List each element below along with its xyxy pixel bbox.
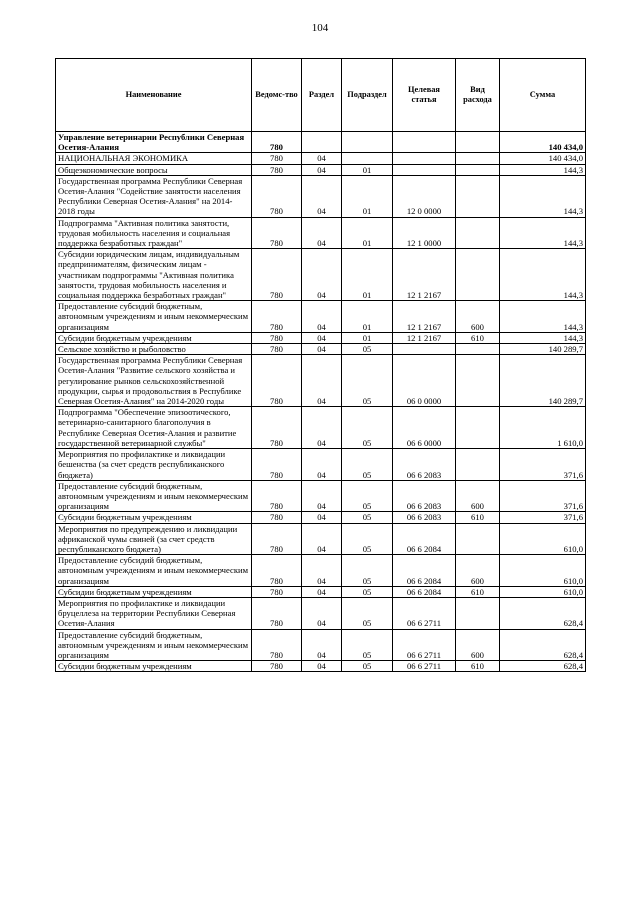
cell-name: Государственная программа Республики Северная Осетия-Алания "Развитие сельского хозяйства и регулирование рынков сельскохозяйственной продукции, сырья и продовольствия в Республике Северная Осетия-Алания" на 2014-2020 годы <box>56 355 252 407</box>
cell-vid-raskhoda: 610 <box>456 332 500 343</box>
cell-razdel: 04 <box>302 586 342 597</box>
budget-table <box>55 58 586 672</box>
cell-razdel: 04 <box>302 344 342 355</box>
table-row <box>56 175 586 217</box>
cell-vedomstvo: 780 <box>252 217 302 249</box>
cell-tselevaya-statya: 06 6 2711 <box>393 629 456 661</box>
cell-vid-raskhoda <box>456 449 500 481</box>
cell-name: Предоставление субсидий бюджетным, автономным учреждениям и иным некоммерческим организациям <box>56 480 252 512</box>
cell-summa: 628,4 <box>500 661 586 672</box>
header-name: Наименование <box>56 59 252 132</box>
cell-summa: 1 610,0 <box>500 407 586 449</box>
table-row <box>56 629 586 661</box>
cell-vedomstvo: 780 <box>252 132 302 153</box>
cell-podrazdel: 05 <box>342 344 393 355</box>
cell-podrazdel: 05 <box>342 512 393 523</box>
table-row <box>56 332 586 343</box>
cell-tselevaya-statya: 12 1 2167 <box>393 249 456 301</box>
table-row <box>56 153 586 164</box>
cell-razdel: 04 <box>302 449 342 481</box>
header-tselevaya-statya: Целевая статья <box>393 59 456 132</box>
cell-summa: 628,4 <box>500 629 586 661</box>
table-row <box>56 523 586 555</box>
cell-podrazdel: 05 <box>342 480 393 512</box>
cell-vid-raskhoda: 600 <box>456 555 500 587</box>
cell-razdel: 04 <box>302 217 342 249</box>
cell-name: Государственная программа Республики Северная Осетия-Алания "Содействие занятости населения Республики Северная Осетия-Алания" на 2014-2018 годы <box>56 175 252 217</box>
cell-name: Мероприятия по профилактике и ликвидации бешенства (за счет средств республиканского бюджета) <box>56 449 252 481</box>
cell-vid-raskhoda <box>456 597 500 629</box>
cell-vid-raskhoda <box>456 132 500 153</box>
cell-name: Субсидии бюджетным учреждениям <box>56 332 252 343</box>
cell-vid-raskhoda <box>456 217 500 249</box>
cell-podrazdel: 01 <box>342 301 393 333</box>
cell-summa: 610,0 <box>500 586 586 597</box>
cell-vedomstvo: 780 <box>252 480 302 512</box>
cell-vedomstvo: 780 <box>252 249 302 301</box>
cell-summa: 371,6 <box>500 512 586 523</box>
cell-summa: 371,6 <box>500 480 586 512</box>
cell-name: Мероприятия по предупреждению и ликвидации африканской чумы свиней (за счет средств республиканского бюджета) <box>56 523 252 555</box>
table-row <box>56 597 586 629</box>
cell-name: Субсидии юридическим лицам, индивидуальным предпринимателям, физическим лицам - участникам подпрограммы "Активная политика занятости, трудовая мобильность населения и социальная поддержка безработных граждан" <box>56 249 252 301</box>
cell-vedomstvo: 780 <box>252 597 302 629</box>
table-header-row <box>56 59 586 132</box>
cell-razdel: 04 <box>302 555 342 587</box>
cell-tselevaya-statya: 06 6 2084 <box>393 555 456 587</box>
cell-podrazdel: 01 <box>342 175 393 217</box>
cell-podrazdel: 05 <box>342 523 393 555</box>
cell-razdel: 04 <box>302 661 342 672</box>
cell-tselevaya-statya: 06 6 0000 <box>393 407 456 449</box>
cell-summa: 140 289,7 <box>500 344 586 355</box>
cell-vid-raskhoda <box>456 523 500 555</box>
cell-vedomstvo: 780 <box>252 555 302 587</box>
cell-razdel: 04 <box>302 512 342 523</box>
cell-summa: 144,3 <box>500 217 586 249</box>
cell-name: Субсидии бюджетным учреждениям <box>56 512 252 523</box>
cell-vedomstvo: 780 <box>252 512 302 523</box>
cell-vid-raskhoda: 600 <box>456 301 500 333</box>
cell-razdel: 04 <box>302 597 342 629</box>
cell-name: Управление ветеринарии Республики Северная Осетия-Алания <box>56 132 252 153</box>
cell-tselevaya-statya: 06 6 2711 <box>393 597 456 629</box>
cell-summa: 610,0 <box>500 555 586 587</box>
cell-podrazdel <box>342 132 393 153</box>
cell-tselevaya-statya: 12 1 2167 <box>393 301 456 333</box>
cell-vid-raskhoda <box>456 175 500 217</box>
cell-podrazdel: 05 <box>342 597 393 629</box>
table-row <box>56 480 586 512</box>
header-vedomstvo: Ведомс-тво <box>252 59 302 132</box>
cell-vedomstvo: 780 <box>252 175 302 217</box>
cell-vedomstvo: 780 <box>252 449 302 481</box>
cell-tselevaya-statya: 06 6 2083 <box>393 449 456 481</box>
cell-razdel: 04 <box>302 164 342 175</box>
cell-razdel <box>302 132 342 153</box>
table-row <box>56 586 586 597</box>
table-body <box>56 132 586 672</box>
table-row <box>56 661 586 672</box>
table-row <box>56 249 586 301</box>
header-summa: Сумма <box>500 59 586 132</box>
cell-vid-raskhoda <box>456 249 500 301</box>
cell-summa: 371,6 <box>500 449 586 481</box>
cell-summa: 628,4 <box>500 597 586 629</box>
cell-tselevaya-statya: 06 0 0000 <box>393 355 456 407</box>
header-vid-raskhoda: Вид расхода <box>456 59 500 132</box>
cell-razdel: 04 <box>302 523 342 555</box>
cell-vid-raskhoda <box>456 407 500 449</box>
cell-podrazdel: 05 <box>342 629 393 661</box>
cell-podrazdel: 01 <box>342 332 393 343</box>
table-row <box>56 132 586 153</box>
cell-podrazdel: 05 <box>342 555 393 587</box>
cell-summa: 144,3 <box>500 249 586 301</box>
table-row <box>56 449 586 481</box>
cell-tselevaya-statya: 06 6 2083 <box>393 480 456 512</box>
cell-razdel: 04 <box>302 153 342 164</box>
table-row <box>56 217 586 249</box>
cell-vid-raskhoda <box>456 344 500 355</box>
header-podrazdel: Подраздел <box>342 59 393 132</box>
cell-name: Сельское хозяйство и рыболовство <box>56 344 252 355</box>
cell-summa: 144,3 <box>500 301 586 333</box>
cell-podrazdel: 05 <box>342 355 393 407</box>
cell-tselevaya-statya <box>393 164 456 175</box>
cell-name: Подпрограмма "Обеспечение эпизоотического, ветеринарно-санитарного благополучия в Республике Северная Осетия-Алания и развитие государственной ветеринарной службы" <box>56 407 252 449</box>
cell-summa: 140 289,7 <box>500 355 586 407</box>
cell-razdel: 04 <box>302 332 342 343</box>
cell-tselevaya-statya: 06 6 2084 <box>393 586 456 597</box>
cell-podrazdel: 05 <box>342 449 393 481</box>
cell-vedomstvo: 780 <box>252 344 302 355</box>
cell-name: Подпрограмма "Активная политика занятости, трудовая мобильность населения и социальная поддержка безработных граждан" <box>56 217 252 249</box>
cell-vedomstvo: 780 <box>252 164 302 175</box>
cell-podrazdel: 01 <box>342 249 393 301</box>
cell-tselevaya-statya: 12 1 2167 <box>393 332 456 343</box>
cell-vedomstvo: 780 <box>252 153 302 164</box>
cell-tselevaya-statya: 12 0 0000 <box>393 175 456 217</box>
cell-summa: 140 434,0 <box>500 153 586 164</box>
cell-razdel: 04 <box>302 407 342 449</box>
table-row <box>56 512 586 523</box>
table-row <box>56 555 586 587</box>
cell-vedomstvo: 780 <box>252 661 302 672</box>
header-razdel: Раздел <box>302 59 342 132</box>
cell-razdel: 04 <box>302 355 342 407</box>
cell-vid-raskhoda: 600 <box>456 629 500 661</box>
cell-podrazdel: 01 <box>342 217 393 249</box>
cell-vedomstvo: 780 <box>252 407 302 449</box>
table-row <box>56 344 586 355</box>
cell-tselevaya-statya: 12 1 0000 <box>393 217 456 249</box>
cell-name: Субсидии бюджетным учреждениям <box>56 586 252 597</box>
cell-vid-raskhoda <box>456 355 500 407</box>
cell-name: Общеэкономические вопросы <box>56 164 252 175</box>
cell-summa: 144,3 <box>500 175 586 217</box>
cell-vedomstvo: 780 <box>252 355 302 407</box>
table-row <box>56 164 586 175</box>
cell-tselevaya-statya: 06 6 2084 <box>393 523 456 555</box>
cell-name: НАЦИОНАЛЬНАЯ ЭКОНОМИКА <box>56 153 252 164</box>
cell-razdel: 04 <box>302 629 342 661</box>
cell-name: Предоставление субсидий бюджетным, автономным учреждениям и иным некоммерческим организациям <box>56 555 252 587</box>
cell-tselevaya-statya: 06 6 2711 <box>393 661 456 672</box>
cell-vid-raskhoda <box>456 153 500 164</box>
table-row <box>56 301 586 333</box>
cell-podrazdel: 05 <box>342 661 393 672</box>
cell-vedomstvo: 780 <box>252 332 302 343</box>
cell-podrazdel: 01 <box>342 164 393 175</box>
cell-tselevaya-statya <box>393 132 456 153</box>
cell-name: Предоставление субсидий бюджетным, автономным учреждениям и иным некоммерческим организациям <box>56 629 252 661</box>
cell-tselevaya-statya <box>393 153 456 164</box>
cell-vedomstvo: 780 <box>252 586 302 597</box>
cell-podrazdel <box>342 153 393 164</box>
cell-tselevaya-statya: 06 6 2083 <box>393 512 456 523</box>
cell-razdel: 04 <box>302 249 342 301</box>
cell-vedomstvo: 780 <box>252 629 302 661</box>
cell-summa: 144,3 <box>500 164 586 175</box>
cell-name: Субсидии бюджетным учреждениям <box>56 661 252 672</box>
cell-summa: 144,3 <box>500 332 586 343</box>
cell-razdel: 04 <box>302 175 342 217</box>
cell-vedomstvo: 780 <box>252 301 302 333</box>
cell-summa: 140 434,0 <box>500 132 586 153</box>
cell-vid-raskhoda: 610 <box>456 661 500 672</box>
cell-vid-raskhoda: 600 <box>456 480 500 512</box>
cell-name: Мероприятия по профилактике и ликвидации бруцеллеза на территории Республики Северная Осетия-Алания <box>56 597 252 629</box>
cell-vid-raskhoda: 610 <box>456 586 500 597</box>
cell-razdel: 04 <box>302 301 342 333</box>
cell-podrazdel: 05 <box>342 407 393 449</box>
cell-vid-raskhoda <box>456 164 500 175</box>
cell-summa: 610,0 <box>500 523 586 555</box>
cell-tselevaya-statya <box>393 344 456 355</box>
cell-vedomstvo: 780 <box>252 523 302 555</box>
table-row <box>56 407 586 449</box>
cell-razdel: 04 <box>302 480 342 512</box>
cell-podrazdel: 05 <box>342 586 393 597</box>
cell-vid-raskhoda: 610 <box>456 512 500 523</box>
page-number: 104 <box>311 22 329 34</box>
table-row <box>56 355 586 407</box>
cell-name: Предоставление субсидий бюджетным, автономным учреждениям и иным некоммерческим организациям <box>56 301 252 333</box>
